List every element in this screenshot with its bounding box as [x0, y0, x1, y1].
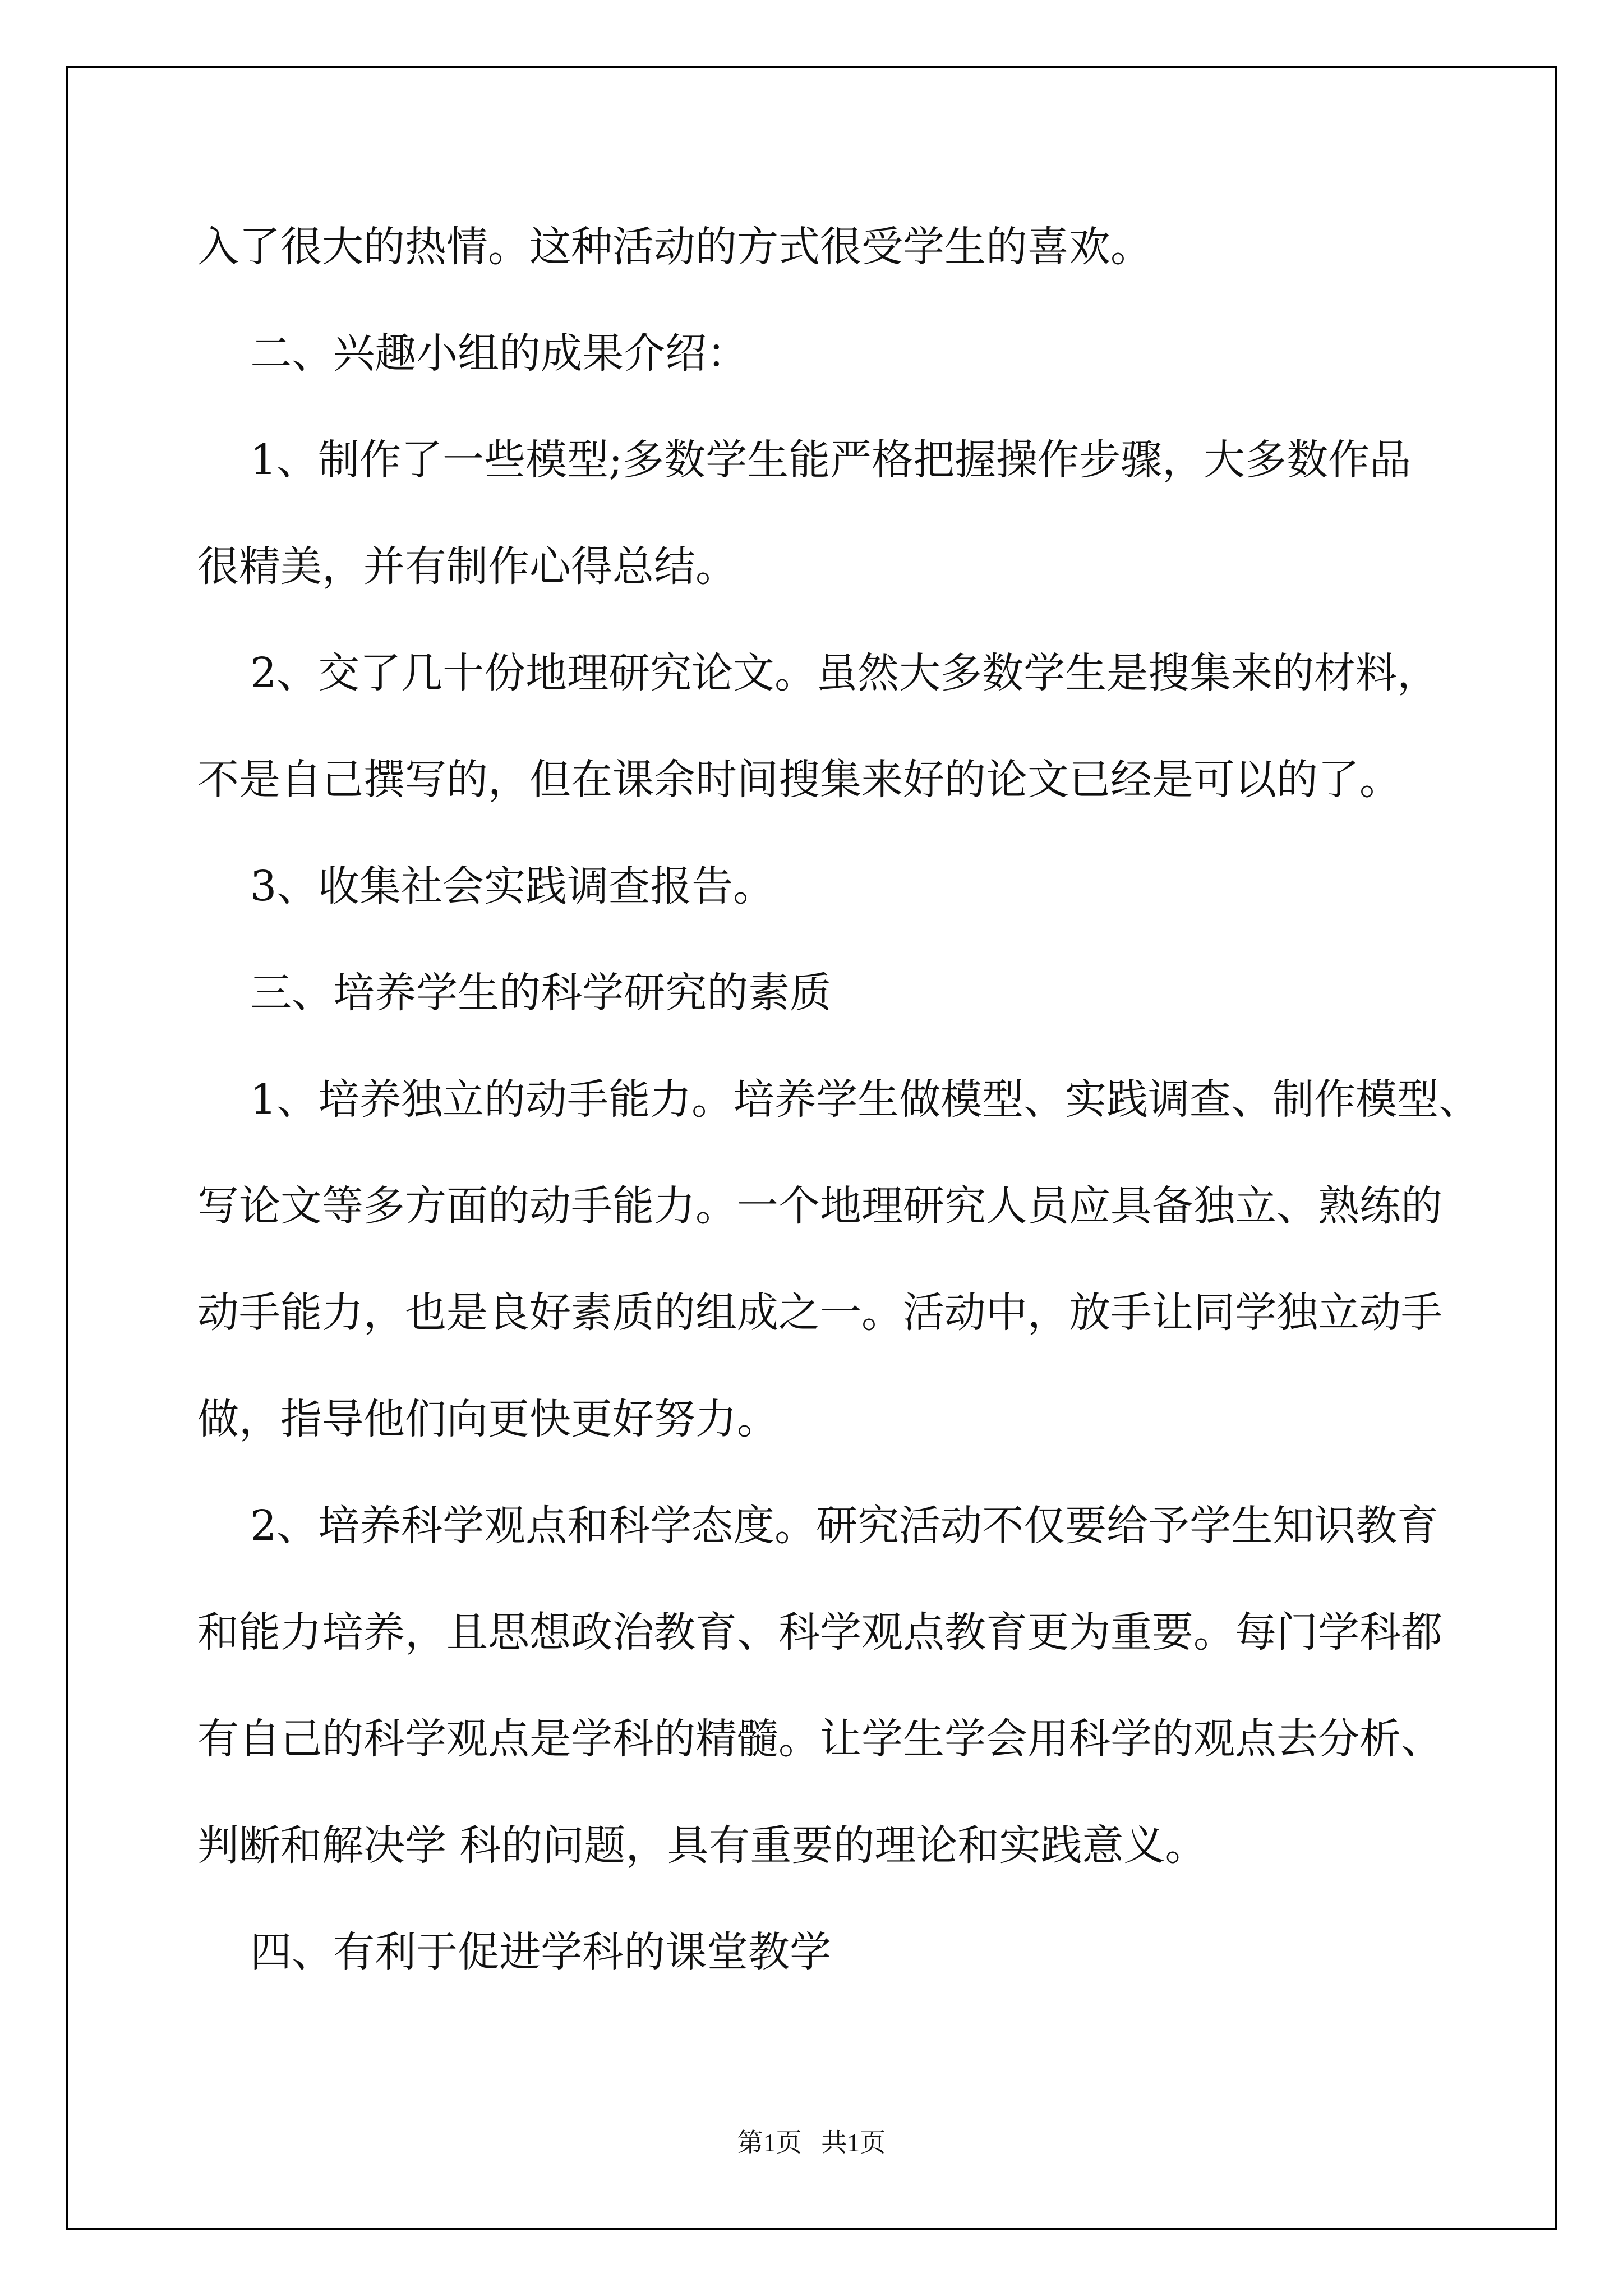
- body-line: 1、制作了一些模型;多数学生能严格把握操作步骤，大多数作品: [197, 436, 1412, 484]
- body-line: 和能力培养，且思想政治教育、科学观点教育更为重要。每门学科都: [197, 1608, 1442, 1657]
- body-line: 2、交了几十份地理研究论文。虽然大多数学生是搜集来的材料，: [197, 649, 1439, 697]
- section-heading: 二、兴趣小组的成果介绍：: [197, 329, 749, 378]
- section-heading: 四、有利于促进学科的课堂教学: [197, 1928, 832, 1976]
- body-line: 判断和解决学 科的问题，具有重要的理论和实践意义。: [197, 1821, 1207, 1870]
- body-line: 动手能力，也是良好素质的组成之一。活动中，放手让同学独立动手: [197, 1289, 1442, 1337]
- body-line: 1、培养独立的动手能力。培养学生做模型、实践调查、制作模型、: [197, 1075, 1481, 1124]
- body-line: 很精美，并有制作心得总结。: [197, 542, 737, 591]
- body-line: 做，指导他们向更快更好努力。: [197, 1395, 778, 1443]
- body-line: 2、培养科学观点和科学态度。研究活动不仅要给予学生知识教育: [197, 1502, 1439, 1550]
- body-line: 有自己的科学观点是学科的精髓。让学生学会用科学的观点去分析、: [197, 1715, 1442, 1763]
- page-number-footer: 第1页 共1页: [737, 2128, 886, 2157]
- body-line: 写论文等多方面的动手能力。一个地理研究人员应具备独立、熟练的: [197, 1182, 1442, 1230]
- page-border: [66, 66, 1557, 2230]
- body-line: 入了很大的热情。这种活动的方式很受学生的喜欢。: [197, 223, 1152, 271]
- body-line: 3、收集社会实践调查报告。: [197, 862, 775, 910]
- body-line: 不是自己撰写的，但在课余时间搜集来好的论文已经是可以的了。: [197, 756, 1401, 804]
- section-heading: 三、培养学生的科学研究的素质: [197, 969, 832, 1017]
